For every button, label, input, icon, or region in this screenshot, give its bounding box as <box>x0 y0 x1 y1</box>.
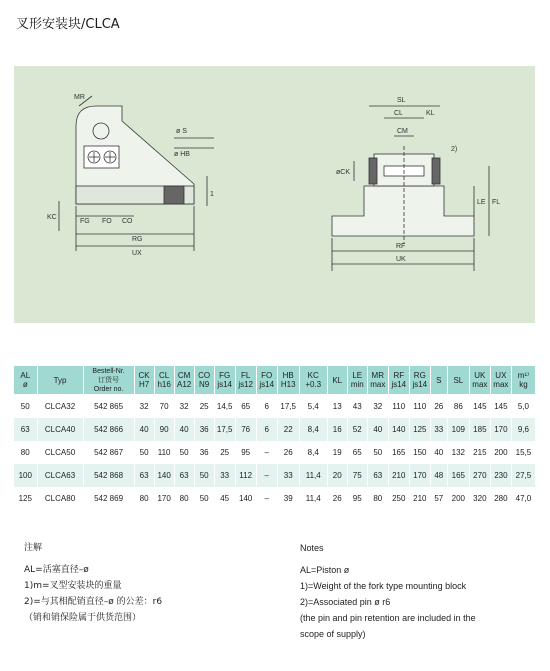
table-cell: 250 <box>388 487 409 510</box>
table-cell: 63 <box>174 464 194 487</box>
column-header-line: Typ <box>53 375 67 385</box>
column-header <box>409 366 430 395</box>
table-cell: 36 <box>194 418 214 441</box>
column-header-line: Order no. <box>93 385 124 393</box>
table-cell: 50 <box>174 441 194 464</box>
table-cell: 145 <box>469 395 490 419</box>
column-header-line: m¹⁾ <box>517 371 530 380</box>
label-rf: RF <box>396 243 406 250</box>
table-cell: 145 <box>490 395 511 419</box>
table-cell: 47,0 <box>511 487 535 510</box>
table-cell: 90 <box>154 418 174 441</box>
column-header <box>14 366 37 395</box>
column-header-line: kg <box>519 380 528 389</box>
column-header <box>214 366 235 395</box>
table-header-row <box>14 366 536 395</box>
table-cell: 33 <box>430 418 447 441</box>
table-cell: 17,5 <box>277 395 299 419</box>
column-header-line: js14 <box>391 380 407 389</box>
label-kc: KC <box>47 214 57 221</box>
table-cell: 26 <box>430 395 447 419</box>
notes-cn-line: （销和销保险属于供货范围） <box>24 613 142 623</box>
table-cell: 210 <box>409 487 430 510</box>
table-row <box>14 464 536 487</box>
table-cell: 110 <box>409 395 430 419</box>
notes-en-line: scope of supply) <box>300 629 366 639</box>
table-cell: 19 <box>327 441 347 464</box>
column-header-line: UK <box>474 371 486 380</box>
label-note2: 2) <box>451 146 458 153</box>
notes-en-line: (the pin and pin retention are included in the <box>300 613 476 623</box>
column-header-line: max <box>472 380 488 389</box>
label-fl: FL <box>492 199 501 206</box>
label-rg: RG <box>132 236 143 243</box>
column-header-line: S <box>436 375 442 385</box>
table-cell: 57 <box>430 487 447 510</box>
column-header-line: CK <box>138 371 150 380</box>
label-s: ø S <box>176 128 187 135</box>
table-cell: 27,5 <box>511 464 535 487</box>
table-cell: CLCA63 <box>37 464 83 487</box>
table-cell: 45 <box>214 487 235 510</box>
table-cell: 320 <box>469 487 490 510</box>
technical-drawing <box>14 66 535 323</box>
column-header-line: CO <box>198 371 211 380</box>
table-cell: 25 <box>214 441 235 464</box>
table-cell: 80 <box>367 487 388 510</box>
column-header <box>194 366 214 395</box>
table-cell: 8,4 <box>299 418 327 441</box>
table-cell: 5,4 <box>299 395 327 419</box>
label-sl: SL <box>397 97 406 104</box>
table-cell: 100 <box>14 464 37 487</box>
column-header <box>327 366 347 395</box>
table-cell: CLCA32 <box>37 395 83 419</box>
column-header-line: max <box>493 380 509 389</box>
column-header-line: js14 <box>217 380 232 389</box>
clevis-right-ear <box>432 158 440 184</box>
table-cell: 5,0 <box>511 395 535 419</box>
label-fo: FO <box>102 218 112 225</box>
table-cell: 14,5 <box>214 395 235 419</box>
column-header-line: CL <box>159 371 170 380</box>
table-cell: 63 <box>367 464 388 487</box>
table-cell: 63 <box>14 418 37 441</box>
page-title: 叉形安装块/CLCA <box>16 17 120 32</box>
notes-cn-heading: 注解 <box>24 543 43 553</box>
table-cell: 542 867 <box>83 441 134 464</box>
column-header-line: CM <box>177 371 191 380</box>
table-cell: 110 <box>154 441 174 464</box>
table-cell: – <box>256 464 277 487</box>
column-header-line: KL <box>332 375 343 385</box>
table-cell: 36 <box>194 441 214 464</box>
table-cell: 26 <box>327 487 347 510</box>
column-header <box>447 366 469 395</box>
table-cell: 9,6 <box>511 418 535 441</box>
table-cell: 80 <box>134 487 154 510</box>
table-cell: 48 <box>430 464 447 487</box>
table-cell: 11,4 <box>299 487 327 510</box>
notes-en-line: AL=Piston ø <box>300 565 350 575</box>
notes-en-line: 1)=Weight of the fork type mounting block <box>300 581 467 591</box>
table-cell: 13 <box>327 395 347 419</box>
column-header-line: LE <box>352 371 363 380</box>
table-cell: 80 <box>174 487 194 510</box>
label-ck: øCK <box>336 169 350 176</box>
label-ux: UX <box>132 250 142 257</box>
column-header <box>430 366 447 395</box>
table-cell: 22 <box>277 418 299 441</box>
table-row <box>14 441 536 464</box>
table-cell: 8,4 <box>299 441 327 464</box>
column-header <box>37 366 83 395</box>
table-cell: 215 <box>469 441 490 464</box>
table-cell: 86 <box>447 395 469 419</box>
column-header-line: KC <box>307 371 319 380</box>
table-cell: 140 <box>388 418 409 441</box>
column-header-line: js12 <box>238 380 254 389</box>
table-cell: 112 <box>235 464 256 487</box>
column-header-line: js14 <box>259 380 275 389</box>
table-cell: 270 <box>469 464 490 487</box>
column-header-line: FL <box>241 371 251 380</box>
table-cell: 80 <box>14 441 37 464</box>
table-cell: 200 <box>490 441 511 464</box>
column-header <box>511 366 535 395</box>
table-cell: 26 <box>277 441 299 464</box>
column-header <box>469 366 490 395</box>
column-header-line: h16 <box>157 380 171 389</box>
table-cell: 17,5 <box>214 418 235 441</box>
label-kl: KL <box>426 110 435 117</box>
table-cell: – <box>256 441 277 464</box>
label-fg: FG <box>80 218 90 225</box>
column-header-line: Bestell-Nr. <box>92 367 125 375</box>
table-cell: 95 <box>347 487 367 510</box>
notes-chinese <box>24 540 162 626</box>
column-header <box>277 366 299 395</box>
table-cell: CLCA80 <box>37 487 83 510</box>
column-header-line: H13 <box>280 380 296 389</box>
table-cell: 165 <box>447 464 469 487</box>
table-cell: 15,5 <box>511 441 535 464</box>
column-header-line: max <box>370 380 386 389</box>
column-header <box>134 366 154 395</box>
notes-english <box>300 540 476 642</box>
table-cell: 16 <box>327 418 347 441</box>
table-cell: 170 <box>154 487 174 510</box>
table-cell: 170 <box>490 418 511 441</box>
column-header-line: +0.3 <box>305 380 322 389</box>
table-cell: 542 869 <box>83 487 134 510</box>
table-cell: 210 <box>388 464 409 487</box>
table-cell: CLCA50 <box>37 441 83 464</box>
table-cell: 33 <box>277 464 299 487</box>
table-cell: 542 866 <box>83 418 134 441</box>
table-cell: 230 <box>490 464 511 487</box>
table-cell: 20 <box>327 464 347 487</box>
column-header-line: RG <box>413 371 426 380</box>
table-cell: 170 <box>409 464 430 487</box>
column-header-line: js14 <box>412 380 428 389</box>
table-cell: 33 <box>214 464 235 487</box>
table-cell: 109 <box>447 418 469 441</box>
table-cell: 32 <box>134 395 154 419</box>
label-mr: MR <box>74 94 85 101</box>
column-header <box>83 366 134 395</box>
table-cell: 140 <box>154 464 174 487</box>
table-body <box>14 395 536 511</box>
column-header-line: 订货号 <box>98 376 120 384</box>
table-cell: 280 <box>490 487 511 510</box>
label-le: LE <box>477 199 486 206</box>
notes-en-heading: Notes <box>300 543 324 553</box>
table-cell: 185 <box>469 418 490 441</box>
drawing-svg <box>14 66 535 323</box>
table-cell: 50 <box>134 441 154 464</box>
table-cell: 6 <box>256 395 277 419</box>
table-cell: 63 <box>134 464 154 487</box>
notes-cn-line: 2)=与其相配销直径–ø 的公差：r6 <box>24 597 163 607</box>
label-one: 1 <box>210 191 214 198</box>
table-cell: 542 868 <box>83 464 134 487</box>
clevis-left-ear <box>369 158 377 184</box>
table-cell: 40 <box>430 441 447 464</box>
table-cell: 140 <box>235 487 256 510</box>
table-cell: 110 <box>388 395 409 419</box>
label-cm: CM <box>397 128 408 135</box>
table-cell: – <box>256 487 277 510</box>
column-header-line: SL <box>453 375 464 385</box>
table-cell: 125 <box>14 487 37 510</box>
column-header-line: FG <box>219 371 231 380</box>
column-header <box>490 366 511 395</box>
column-header-line: ø <box>22 380 28 389</box>
table-cell: 25 <box>194 395 214 419</box>
table-cell: 40 <box>174 418 194 441</box>
column-header-line: N9 <box>199 380 210 389</box>
table-cell: 50 <box>367 441 388 464</box>
notes-en-line: 2)=Associated pin ø r6 <box>300 597 391 607</box>
table-cell: 65 <box>235 395 256 419</box>
table-cell: 40 <box>367 418 388 441</box>
column-header-line: min <box>350 380 364 389</box>
table-cell: 50 <box>194 464 214 487</box>
table-cell: 50 <box>194 487 214 510</box>
table-cell: 542 865 <box>83 395 134 419</box>
table-cell: 132 <box>447 441 469 464</box>
column-header-line: HB <box>282 371 294 380</box>
column-header-line: AL <box>20 371 31 380</box>
label-uk: UK <box>396 256 406 263</box>
notes-cn-line: 1)m=叉型安装块的重量 <box>24 581 122 591</box>
column-header <box>299 366 327 395</box>
table-cell: 150 <box>409 441 430 464</box>
column-header <box>256 366 277 395</box>
table-row <box>14 418 536 441</box>
table-cell: 6 <box>256 418 277 441</box>
table-cell: 200 <box>447 487 469 510</box>
column-header-line: MR <box>371 371 384 380</box>
table-row <box>14 487 536 510</box>
block-slot <box>164 186 184 204</box>
table-cell: 95 <box>235 441 256 464</box>
column-header-line: H7 <box>138 380 150 389</box>
column-header <box>388 366 409 395</box>
table-cell: 40 <box>134 418 154 441</box>
table-cell: 65 <box>347 441 367 464</box>
column-header <box>154 366 174 395</box>
table-cell: 39 <box>277 487 299 510</box>
column-header <box>235 366 256 395</box>
label-cl: CL <box>394 110 403 117</box>
table-cell: 125 <box>409 418 430 441</box>
column-header-line: UX <box>495 371 507 380</box>
table-cell: 52 <box>347 418 367 441</box>
table-cell: 50 <box>14 395 37 419</box>
spec-table <box>14 366 536 510</box>
table-cell: 76 <box>235 418 256 441</box>
table-row <box>14 395 536 419</box>
table-cell: 75 <box>347 464 367 487</box>
table-cell: 165 <box>388 441 409 464</box>
table-cell: 11,4 <box>299 464 327 487</box>
column-header <box>174 366 194 395</box>
table-cell: 70 <box>154 395 174 419</box>
block-front-outline <box>332 186 474 236</box>
label-co: CO <box>122 218 133 225</box>
column-header-line: A12 <box>177 380 192 389</box>
column-header <box>347 366 367 395</box>
label-hb: ø HB <box>174 151 190 158</box>
column-header <box>367 366 388 395</box>
table-cell: 32 <box>367 395 388 419</box>
table-cell: 32 <box>174 395 194 419</box>
column-header-line: RF <box>393 371 405 380</box>
column-header-line: FO <box>261 371 273 380</box>
table-cell: CLCA40 <box>37 418 83 441</box>
table-cell: 43 <box>347 395 367 419</box>
notes-cn-line: AL=活塞直径–ø <box>24 565 89 575</box>
